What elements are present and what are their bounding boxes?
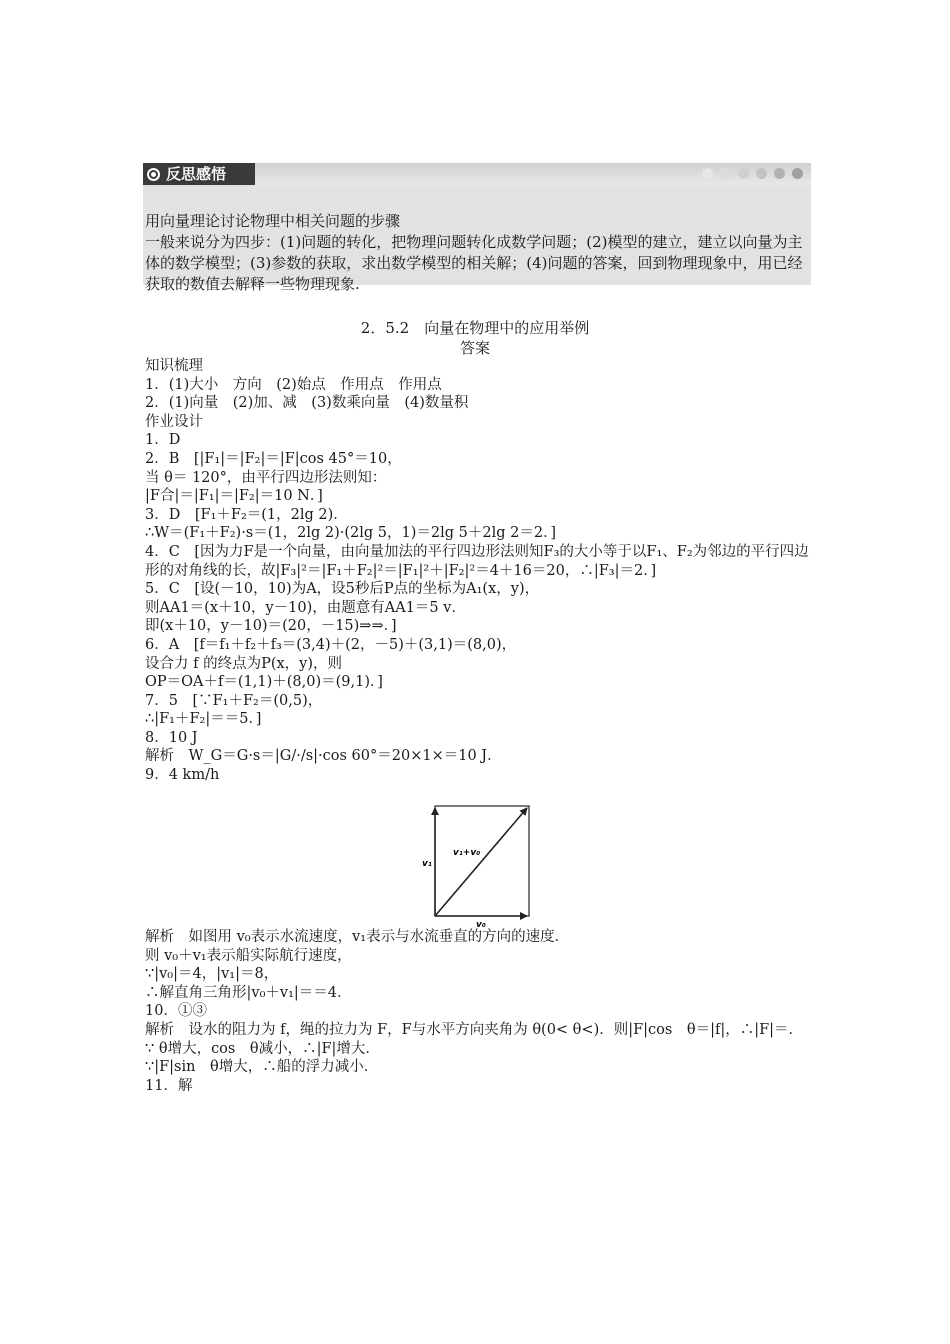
reflection-body xyxy=(145,211,809,295)
reflection-tab-label: 反思感悟 xyxy=(166,165,227,183)
text-line: 2．B [|F₁|＝|F₂|＝|F|cos 45°＝10， xyxy=(145,450,402,467)
dot-icon xyxy=(738,168,749,179)
reflection-tab xyxy=(143,163,255,185)
dot-icon xyxy=(774,168,785,179)
text-line: 5．C [设(－10，10)为A，设5秒后P点的坐标为A₁(x，y)， xyxy=(145,581,540,598)
text-line: 6．A [f＝f₁＋f₂＋f₃＝(3,4)＋(2，－5)＋(3,1)＝(8,0)， xyxy=(145,636,517,653)
left-label: v₁ xyxy=(422,859,432,869)
reflection-text: 一般来说分为四步：(1)问题的转化，把物理问题转化成数学问题；(2)模型的建立，建立以向量为主体的数学模型；(3)参数的获取，求出数学模型的相关解；(4)问题的答案，回到物理现象中，用已经获取的数值去解释一些物理现象. xyxy=(145,233,803,293)
bottom-label: v₀ xyxy=(476,920,486,930)
dot-icon xyxy=(792,168,803,179)
decorative-dots xyxy=(702,168,803,179)
text-line: 解析 如图用 v₀表示水流速度，v₁表示与水流垂直的方向的速度． xyxy=(145,929,570,945)
text-line: 1．D xyxy=(145,432,181,449)
answer-content xyxy=(145,357,810,785)
text-line: 11．解 xyxy=(145,1077,193,1094)
text-line: 即(x＋10，y－10)＝(20，－15)⇒⇒．] xyxy=(145,618,397,635)
text-line: 则AA1＝(x＋10，y－10)，由题意有AA1＝5 v． xyxy=(145,599,466,616)
text-line: |F合|＝|F₁|＝|F₂|＝10 N．] xyxy=(145,488,323,505)
text-line: OP＝OA＋f＝(1,1)＋(8,0)＝(9,1)．] xyxy=(145,674,383,691)
text-paragraph: 解析 设水的阻力为 f，绳的拉力为 F，F与水平方向夹角为 θ(0< θ<)．则|F|cos θ＝|f|，∴|F|＝． xyxy=(145,1021,804,1038)
reflection-header-bar xyxy=(143,163,811,185)
reflection-box xyxy=(143,163,811,293)
text-line: 当 θ＝ 120°，由平行四边形法则知： xyxy=(145,469,387,486)
text-line: 7．5 [∵F₁＋F₂＝(0,5)， xyxy=(145,692,323,709)
text-line: 8．10 J xyxy=(145,729,198,746)
text-line: 知识梳理 xyxy=(145,358,203,374)
text-line: ∵|v₀|＝4，|v₁|＝8， xyxy=(145,966,279,983)
text-line: 9．4 km/h xyxy=(145,767,220,784)
target-icon xyxy=(147,168,160,181)
section-title: 2．5.2 向量在物理中的应用举例 xyxy=(360,319,590,337)
diagonal-label: v₁+v₀ xyxy=(453,848,481,858)
text-line: ∵|F|sin θ增大，∴船的浮力减小． xyxy=(145,1059,379,1076)
dot-icon xyxy=(720,168,731,179)
velocity-diagram xyxy=(418,800,538,930)
text-line: 1．(1)大小 方向 (2)始点 作用点 作用点 xyxy=(145,376,442,393)
text-line: 作业设计 xyxy=(145,413,203,430)
section-subtitle: 答案 xyxy=(459,339,490,357)
text-line: 则 v₀＋v₁表示船实际航行速度， xyxy=(145,947,352,964)
text-line: 2．(1)向量 (2)加、减 (3)数乘向量 (4)数量积 xyxy=(145,395,469,412)
dot-icon xyxy=(702,168,713,179)
text-line: 设合力 f 的终点为P(x，y)，则 xyxy=(145,655,343,672)
resultant-arrow xyxy=(435,808,527,916)
answer-content-continued xyxy=(145,928,810,1095)
dot-icon xyxy=(756,168,767,179)
text-line: ∴W＝(F₁＋F₂)·s＝(1，2lg 2)·(2lg 5，1)＝2lg 5＋2lg 2＝2．] xyxy=(145,525,556,542)
text-line: 10．①③ xyxy=(145,1003,207,1020)
text-paragraph: 4．C [因为力F是一个向量，由向量加法的平行四边形法则知F₃的大小等于以F₁、F₂为邻边的平行四边形的对角线的长，故|F₃|²＝|F₁＋F₂|²＝|F₁|²＋|F₂|²＝4＋16＝20，∴|F₃|＝2．] xyxy=(145,543,809,579)
text-line: ∴|F₁＋F₂|＝＝5．] xyxy=(145,711,262,728)
reflection-heading: 用向量理论讨论物理中相关问题的步骤 xyxy=(145,212,401,230)
text-line: ∴解直角三角形|v₀＋v₁|＝＝4． xyxy=(145,984,352,1001)
text-line: 3．D [F₁＋F₂＝(1，2lg 2)． xyxy=(145,506,348,523)
text-line: ∵ θ增大，cos θ减小，∴|F|增大． xyxy=(145,1040,380,1057)
text-line: 解析 W_G＝G·s＝|G/·/s|·cos 60°＝20×1×＝10 J． xyxy=(145,748,502,765)
